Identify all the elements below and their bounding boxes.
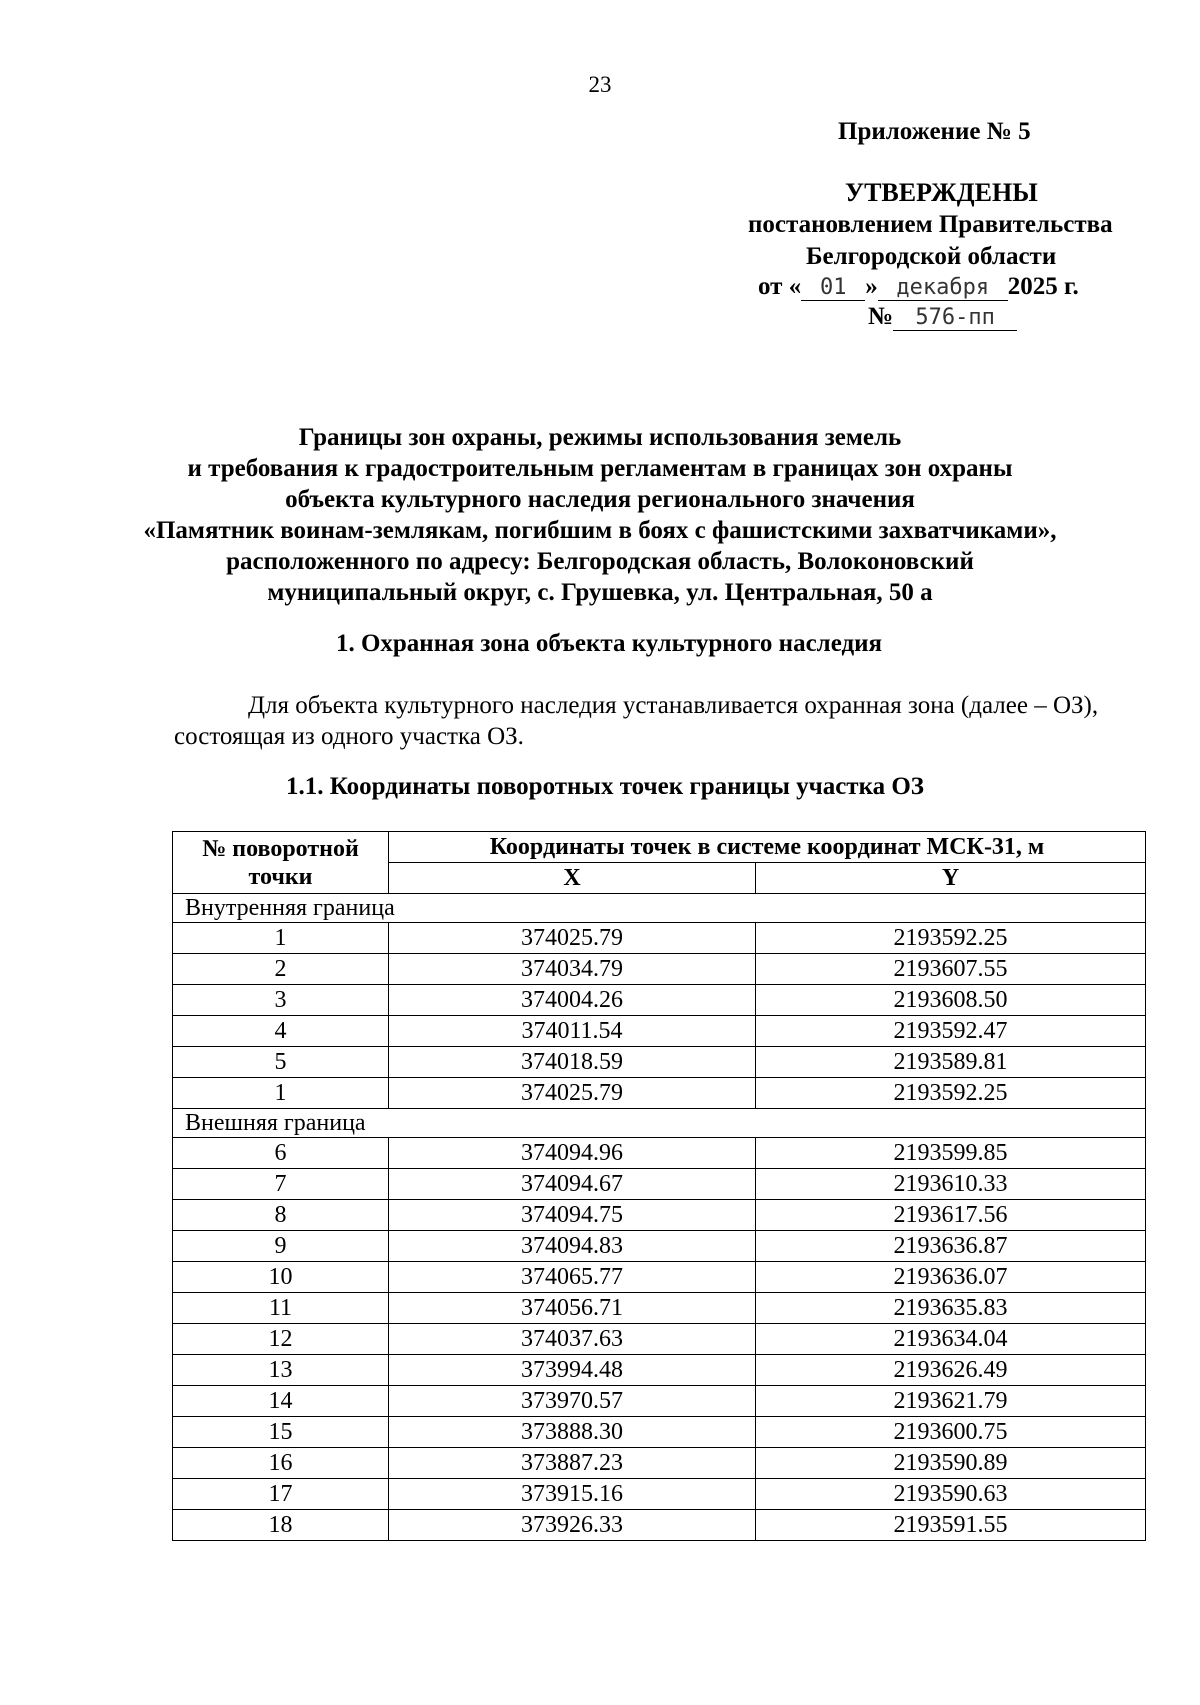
point-number-cell: 7: [173, 1169, 389, 1200]
title-line: и требования к градостроительным регламентам в границах зон охраны: [187, 455, 1013, 482]
group-label: Внешняя граница: [173, 1109, 1146, 1138]
x-coordinate-cell: 373887.23: [389, 1448, 756, 1479]
point-number-cell: 18: [173, 1510, 389, 1541]
x-coordinate-cell: 374094.67: [389, 1169, 756, 1200]
point-number-cell: 1: [173, 923, 389, 954]
y-coordinate-cell: 2193590.89: [756, 1448, 1146, 1479]
table-row: [173, 1078, 1146, 1109]
y-coordinate-cell: 2193607.55: [756, 954, 1146, 985]
point-number-cell: 2: [173, 954, 389, 985]
x-coordinate-cell: 373926.33: [389, 1510, 756, 1541]
table-row: [173, 1386, 1146, 1417]
table-row: [173, 1448, 1146, 1479]
x-coordinate-cell: 373994.48: [389, 1355, 756, 1386]
approval-title: УТВЕРЖДЕНЫ: [845, 178, 1038, 207]
header-y: Y: [756, 863, 1146, 894]
document-title: [0, 422, 1200, 608]
x-coordinate-cell: 373888.30: [389, 1417, 756, 1448]
point-number-cell: 11: [173, 1293, 389, 1324]
table-row: [173, 1200, 1146, 1231]
date-year: 2025 г.: [1007, 273, 1079, 300]
point-number-cell: 10: [173, 1262, 389, 1293]
table-row: [173, 1324, 1146, 1355]
table-row: [173, 1355, 1146, 1386]
title-line: «Памятник воинам-землякам, погибшим в боях с фашистскими захватчиками»,: [143, 517, 1057, 544]
point-number-cell: 6: [173, 1138, 389, 1169]
table-group-row: [173, 894, 1146, 923]
point-number-cell: 8: [173, 1200, 389, 1231]
y-coordinate-cell: 2193634.04: [756, 1324, 1146, 1355]
title-line: объекта культурного наследия регионального значения: [285, 486, 915, 513]
approval-date: [758, 273, 1079, 301]
table-row: [173, 1510, 1146, 1541]
title-line: муниципальный округ, с. Грушевка, ул. Центральная, 50 а: [267, 579, 933, 606]
point-number-cell: 1: [173, 1078, 389, 1109]
x-coordinate-cell: 374094.96: [389, 1138, 756, 1169]
y-coordinate-cell: 2193592.25: [756, 1078, 1146, 1109]
point-number-cell: 4: [173, 1016, 389, 1047]
table-row: [173, 954, 1146, 985]
table-row: [173, 1047, 1146, 1078]
x-coordinate-cell: 374037.63: [389, 1324, 756, 1355]
x-coordinate-cell: 374025.79: [389, 923, 756, 954]
approval-line-decree: постановлением Правительства: [748, 211, 1113, 238]
coordinates-table: [172, 831, 1146, 1541]
x-coordinate-cell: 374025.79: [389, 1078, 756, 1109]
x-coordinate-cell: 374018.59: [389, 1047, 756, 1078]
table-group-row: [173, 1109, 1146, 1138]
x-coordinate-cell: 373915.16: [389, 1479, 756, 1510]
x-coordinate-cell: 373970.57: [389, 1386, 756, 1417]
header-x: X: [389, 863, 756, 894]
x-coordinate-cell: 374056.71: [389, 1293, 756, 1324]
header-coordinates: Координаты точек в системе координат МСК-31, м: [389, 832, 1146, 863]
y-coordinate-cell: 2193589.81: [756, 1047, 1146, 1078]
x-coordinate-cell: 374065.77: [389, 1262, 756, 1293]
subsection-title: 1.1. Координаты поворотных точек границы участка ОЗ: [286, 773, 924, 800]
section-title: 1. Охранная зона объекта культурного наследия: [335, 630, 883, 657]
y-coordinate-cell: 2193617.56: [756, 1200, 1146, 1231]
point-number-cell: 13: [173, 1355, 389, 1386]
page-number: 23: [588, 72, 612, 97]
point-number-cell: 17: [173, 1479, 389, 1510]
table-row: [173, 1479, 1146, 1510]
number-value: 576-пп: [893, 305, 1017, 331]
section-paragraph: Для объекта культурного наследия устанавливается охранная зона (далее – ОЗ), состоящая из одного участка ОЗ.: [174, 692, 1099, 750]
y-coordinate-cell: 2193590.63: [756, 1479, 1146, 1510]
x-coordinate-cell: 374011.54: [389, 1016, 756, 1047]
point-number-cell: 9: [173, 1231, 389, 1262]
table-row: [173, 1231, 1146, 1262]
y-coordinate-cell: 2193591.55: [756, 1510, 1146, 1541]
y-coordinate-cell: 2193610.33: [756, 1169, 1146, 1200]
y-coordinate-cell: 2193600.75: [756, 1417, 1146, 1448]
table-row: [173, 1262, 1146, 1293]
point-number-cell: 3: [173, 985, 389, 1016]
x-coordinate-cell: 374094.83: [389, 1231, 756, 1262]
header-point-number: № поворотной точки: [173, 832, 389, 894]
y-coordinate-cell: 2193635.83: [756, 1293, 1146, 1324]
y-coordinate-cell: 2193621.79: [756, 1386, 1146, 1417]
date-day: 01: [801, 275, 865, 301]
y-coordinate-cell: 2193592.25: [756, 923, 1146, 954]
x-coordinate-cell: 374004.26: [389, 985, 756, 1016]
title-line: расположенного по адресу: Белгородская область, Волоконовский: [226, 548, 974, 575]
y-coordinate-cell: 2193592.47: [756, 1016, 1146, 1047]
table-row: [173, 985, 1146, 1016]
date-mid: »: [865, 273, 878, 300]
y-coordinate-cell: 2193608.50: [756, 985, 1146, 1016]
y-coordinate-cell: 2193636.87: [756, 1231, 1146, 1262]
approval-number: [868, 303, 1017, 331]
title-line: Границы зон охраны, режимы использования земель: [298, 424, 902, 451]
appendix-label: Приложение № 5: [838, 118, 1031, 145]
point-number-cell: 14: [173, 1386, 389, 1417]
table-row: [173, 1138, 1146, 1169]
table-row: [173, 1169, 1146, 1200]
date-month: декабря: [878, 275, 1008, 301]
table-row: [173, 1293, 1146, 1324]
point-number-cell: 12: [173, 1324, 389, 1355]
table-row: [173, 923, 1146, 954]
number-prefix: №: [868, 303, 894, 330]
y-coordinate-cell: 2193599.85: [756, 1138, 1146, 1169]
point-number-cell: 16: [173, 1448, 389, 1479]
group-label: Внутренняя граница: [173, 894, 1146, 923]
y-coordinate-cell: 2193626.49: [756, 1355, 1146, 1386]
table-row: [173, 1417, 1146, 1448]
x-coordinate-cell: 374034.79: [389, 954, 756, 985]
x-coordinate-cell: 374094.75: [389, 1200, 756, 1231]
table-row: [173, 1016, 1146, 1047]
point-number-cell: 15: [173, 1417, 389, 1448]
approval-line-region: Белгородской области: [806, 243, 1057, 270]
point-number-cell: 5: [173, 1047, 389, 1078]
y-coordinate-cell: 2193636.07: [756, 1262, 1146, 1293]
date-prefix: от «: [758, 273, 802, 300]
